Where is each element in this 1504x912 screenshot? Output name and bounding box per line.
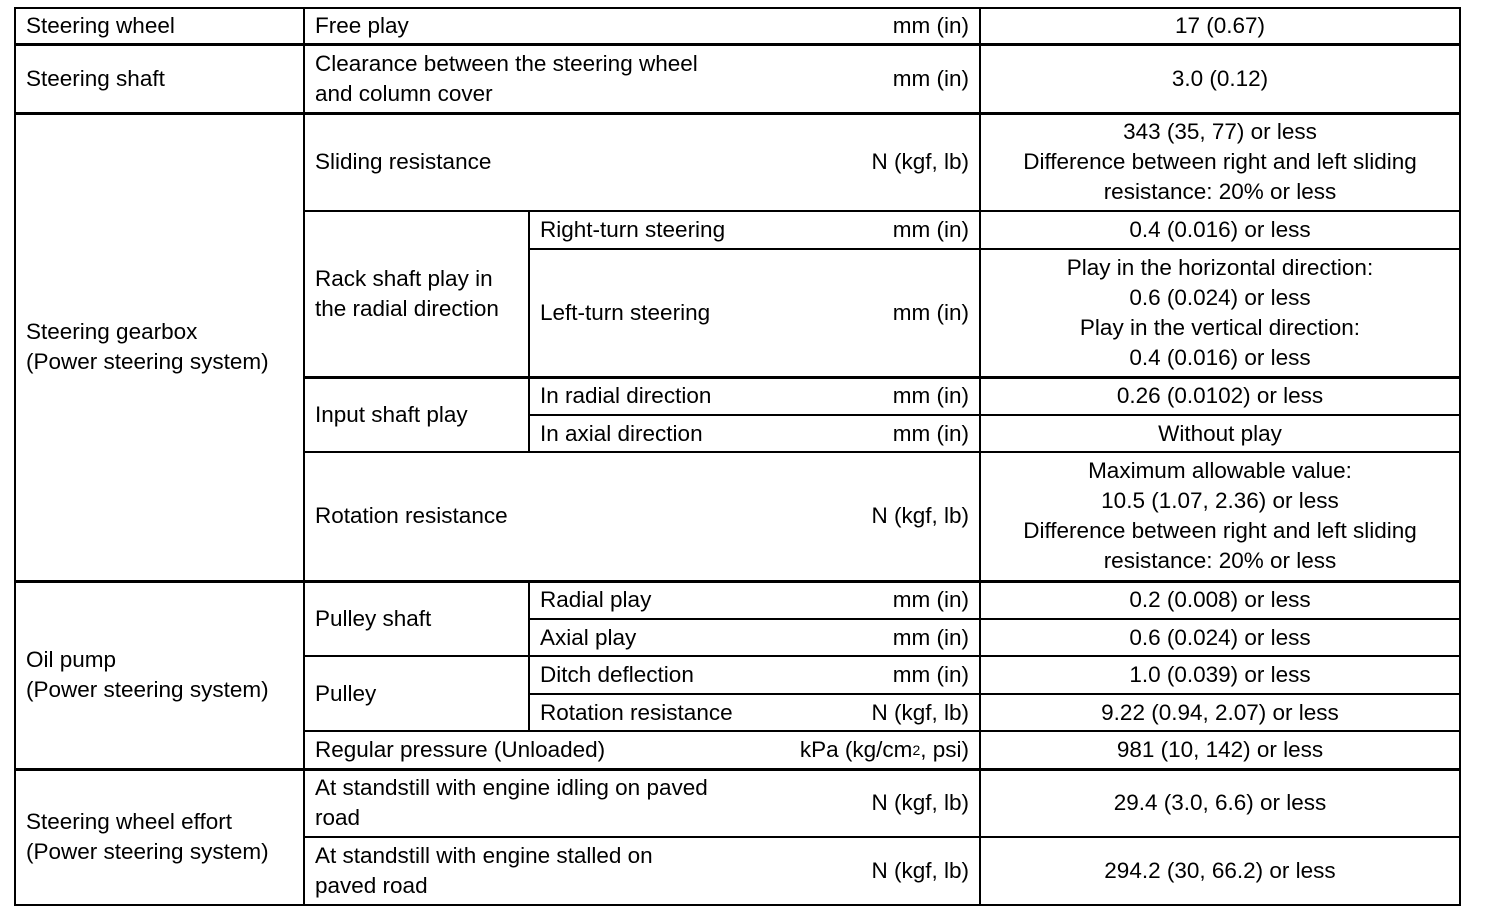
item-label: Free play (315, 12, 409, 38)
category-cell (15, 581, 304, 769)
item-label: Sliding resistance (315, 149, 492, 175)
category-label: Steering gearbox (26, 319, 198, 344)
item-cell (529, 656, 980, 694)
group-label: the radial direction (315, 295, 499, 321)
value-cell (980, 415, 1460, 452)
unit-label: N (kgf, lb) (871, 503, 969, 529)
item-label: Axial play (540, 624, 637, 650)
steering-specifications-table (14, 7, 1461, 906)
unit-label: mm (in) (892, 65, 969, 91)
value-line: Difference between right and left sliding (1023, 149, 1417, 175)
unit-text: kPa (kg/cm (799, 736, 913, 762)
category-cell (15, 8, 304, 44)
item-label: Radial play (540, 587, 652, 613)
item-cell (529, 249, 980, 377)
unit-label: N (kgf, lb) (871, 790, 969, 816)
value-cell (980, 694, 1460, 731)
category-sublabel: (Power steering system) (26, 349, 269, 374)
item-cell (529, 377, 980, 415)
value-cell (980, 44, 1460, 113)
category-label: Oil pump (26, 647, 117, 672)
table-row (15, 113, 1460, 211)
value-line: 0.6 (0.024) or less (1129, 284, 1311, 310)
value-label: 1.0 (0.039) or less (1129, 662, 1311, 687)
value-line: Maximum allowable value: (1088, 458, 1352, 484)
value-cell (980, 452, 1460, 581)
item-label: Rotation resistance (315, 503, 508, 529)
value-label: 294.2 (30, 66.2) or less (1104, 858, 1336, 883)
value-line: resistance: 20% or less (1103, 179, 1337, 205)
item-label: Regular pressure (Unloaded) (315, 736, 606, 762)
item-cell (529, 619, 980, 656)
table-row (15, 44, 1460, 113)
category-cell (15, 113, 304, 581)
value-label: 0.2 (0.008) or less (1129, 587, 1311, 613)
group-label: Pulley (315, 680, 377, 706)
value-cell (980, 619, 1460, 656)
item-cell (304, 837, 980, 905)
value-cell (980, 731, 1460, 769)
value-line: 10.5 (1.07, 2.36) or less (1101, 488, 1339, 514)
value-cell (980, 8, 1460, 44)
item-cell (304, 44, 980, 113)
value-label: 17 (0.67) (1174, 12, 1266, 38)
unit-superscript: 2 (912, 741, 921, 758)
table-row (15, 769, 1460, 837)
value-cell (980, 769, 1460, 837)
unit-label: N (kgf, lb) (871, 858, 969, 883)
item-cell (529, 211, 980, 249)
item-label-line: paved road (315, 873, 428, 898)
item-cell (304, 8, 980, 44)
group-label: Pulley shaft (315, 605, 432, 631)
unit-text: , psi) (920, 736, 969, 762)
item-cell (304, 731, 980, 769)
table-row (15, 581, 1460, 619)
unit-label: N (kgf, lb) (871, 149, 969, 175)
unit-label: mm (in) (892, 383, 969, 409)
value-label: 0.4 (0.016) or less (1129, 217, 1311, 242)
unit-label: N (kgf, lb) (871, 699, 969, 725)
group-cell (304, 377, 529, 452)
value-label: 0.26 (0.0102) or less (1116, 383, 1324, 409)
category-label: Steering wheel (26, 12, 175, 38)
category-label: Steering shaft (26, 65, 165, 91)
unit-label: mm (in) (892, 12, 969, 38)
item-label-line: road (315, 805, 361, 831)
item-label-line: and column cover (315, 80, 493, 106)
unit-label (792, 735, 969, 765)
item-cell (529, 694, 980, 731)
unit-label: mm (in) (892, 299, 969, 325)
group-label: Input shaft play (315, 401, 468, 427)
item-label: Left-turn steering (540, 299, 711, 325)
item-label-line: Clearance between the steering wheel (315, 50, 698, 76)
category-cell (15, 44, 304, 113)
value-line: Play in the vertical direction: (1079, 314, 1361, 340)
item-cell (304, 769, 980, 837)
group-cell (304, 581, 529, 656)
category-sublabel: (Power steering system) (26, 839, 269, 865)
item-cell (529, 415, 980, 452)
value-cell (980, 581, 1460, 619)
item-cell (304, 452, 980, 581)
value-cell (980, 656, 1460, 694)
unit-label: mm (in) (892, 217, 969, 242)
item-label: In radial direction (540, 383, 712, 409)
value-label: 29.4 (3.0, 6.6) or less (1113, 790, 1327, 816)
table-row (15, 8, 1460, 44)
value-label: 981 (10, 142) or less (1116, 736, 1324, 762)
item-label-line: At standstill with engine stalled on (315, 843, 653, 868)
value-label: 9.22 (0.94, 2.07) or less (1101, 699, 1339, 725)
value-label: Without play (1158, 420, 1282, 446)
unit-label: mm (in) (892, 587, 969, 613)
value-cell (980, 837, 1460, 905)
item-label: Ditch deflection (540, 662, 694, 687)
value-cell (980, 377, 1460, 415)
item-label: In axial direction (540, 420, 703, 446)
group-label: Rack shaft play in (315, 265, 493, 291)
value-line: Play in the horizontal direction: (1066, 254, 1374, 280)
unit-label: mm (in) (892, 420, 969, 446)
category-sublabel: (Power steering system) (26, 677, 269, 702)
item-cell (529, 581, 980, 619)
item-label-line: At standstill with engine idling on paved (315, 775, 708, 801)
item-label: Right-turn steering (540, 217, 726, 242)
item-cell (304, 113, 980, 211)
value-cell (980, 211, 1460, 249)
value-line: resistance: 20% or less (1103, 548, 1337, 574)
value-cell (980, 249, 1460, 377)
group-cell (304, 656, 529, 731)
value-line: Difference between right and left sliding (1023, 518, 1417, 544)
unit-label: mm (in) (892, 624, 969, 650)
value-cell (980, 113, 1460, 211)
value-line: 343 (35, 77) or less (1123, 119, 1317, 145)
category-cell (15, 769, 304, 905)
unit-label: mm (in) (892, 662, 969, 687)
value-line: 0.4 (0.016) or less (1129, 344, 1311, 370)
category-label: Steering wheel effort (26, 809, 232, 835)
item-label: Rotation resistance (540, 699, 733, 725)
value-label: 0.6 (0.024) or less (1129, 624, 1311, 650)
group-cell (304, 211, 529, 377)
value-label: 3.0 (0.12) (1171, 65, 1269, 91)
